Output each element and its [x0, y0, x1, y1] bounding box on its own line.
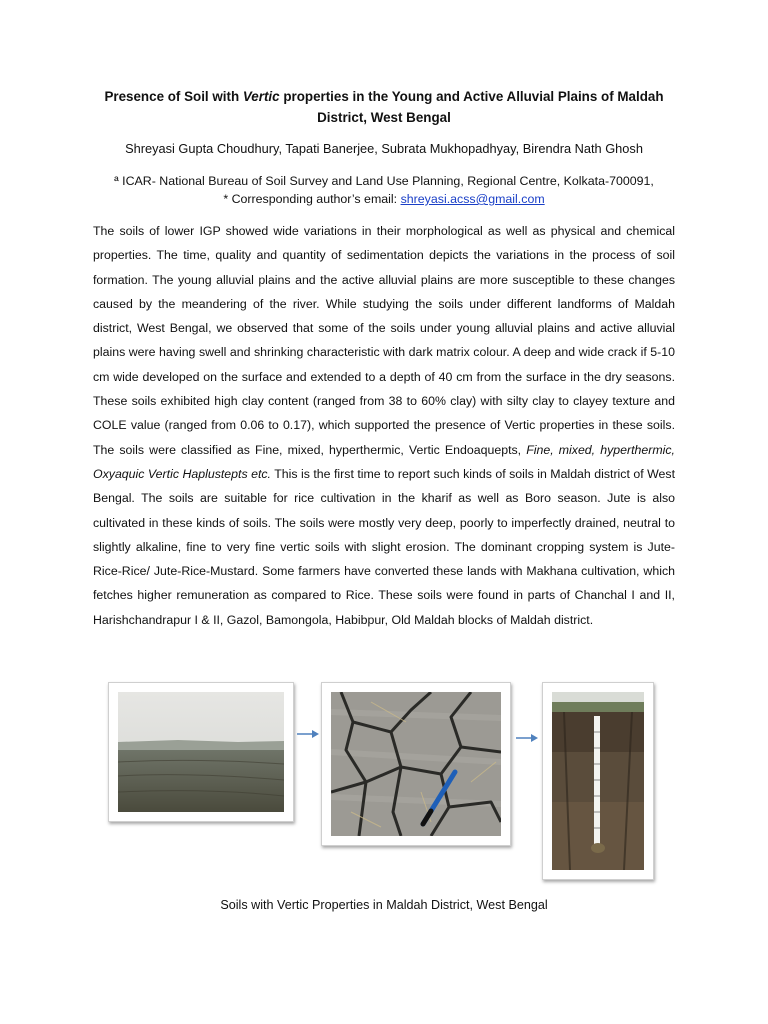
cracked-soil-image [331, 692, 501, 836]
title-text-part1: Presence of Soil with [104, 89, 243, 104]
title-italic-word: Vertic [242, 89, 280, 104]
landscape-image [118, 692, 284, 812]
figure-caption: Soils with Vertic Properties in Maldah District, West Bengal [220, 898, 548, 912]
soil-profile-image [552, 692, 644, 870]
abstract-text [93, 219, 675, 632]
abstract-italic-classification: Fine, mixed, hyperthermic, Oxyaquic Vertic Haplustepts etc. [93, 442, 675, 481]
abstract-part2: This is the first time to report such kinds of soils in Maldah district of West Bengal. The soils are suitable for rice cultivation in the kharif as well as Boro season. Jute is also cultivated in these kinds of soils. The soils were mostly very deep, poorly to imperfectly drained, neutral to slightly alkaline, fine to very fine vertic soils with slight erosion. The dominant cropping system is Jute-Rice-Rice/ Jute-Rice-Mustard. Some farmers have converted these lands with Makhana cultivation, which fetches higher remuneration as compared to Rice. These soils were found in parts of Chanchal I and II, Harishchandrapur I & II, Gazol, Bamongola, Habibpur, Old Maldah blocks of Maldah district. [93, 466, 676, 627]
arrow-right-icon [515, 732, 539, 744]
paper-title [80, 86, 688, 128]
email-label: * Corresponding author’s email: [223, 192, 401, 206]
arrow-right-icon [296, 728, 320, 740]
abstract-part1: The soils of lower IGP showed wide variations in their morphological as well as physical and chemical properties. The time, quality and quantity of sedimentation depicts the variations in the process of soil formation. The young alluvial plains and the active alluvial plains are more susceptible to these changes caused by the meandering of the river. While studying the soils under different landforms of Maldah district, West Bengal, we observed that some of the soils under young alluvial plains and active alluvial plains were having swell and shrinking characteristic with dark matrix colour. A deep and wide crack if 5-10 cm wide developed on the surface and extended to a depth of 40 cm from the surface in the dry seasons. These soils exhibited high clay content (ranged from 38 to 60% clay) with silty clay to clayey texture and COLE value (ranged from 0.06 to 0.17), which supported the presence of Vertic properties in these soils. The soils were classified as Fine, mixed, hyperthermic, Vertic Endoaquepts, [93, 224, 675, 457]
cracked-soil-photo [321, 682, 511, 846]
affiliation-block [60, 172, 708, 208]
landscape-photo [108, 682, 294, 822]
soil-profile-photo [542, 682, 654, 880]
affiliation-line: ª ICAR- National Bureau of Soil Survey and Land Use Planning, Regional Centre, Kolkata-700091, [114, 174, 654, 188]
title-text-part2: properties in the Young and Active Alluvial Plains of Maldah District, West Bengal [279, 89, 664, 125]
corresponding-author-line [60, 190, 708, 208]
author-list: Shreyasi Gupta Choudhury, Tapati Banerjee, Subrata Mukhopadhyay, Birendra Nath Ghosh [125, 141, 643, 156]
author-email-link[interactable]: shreyasi.acss@gmail.com [400, 192, 545, 206]
